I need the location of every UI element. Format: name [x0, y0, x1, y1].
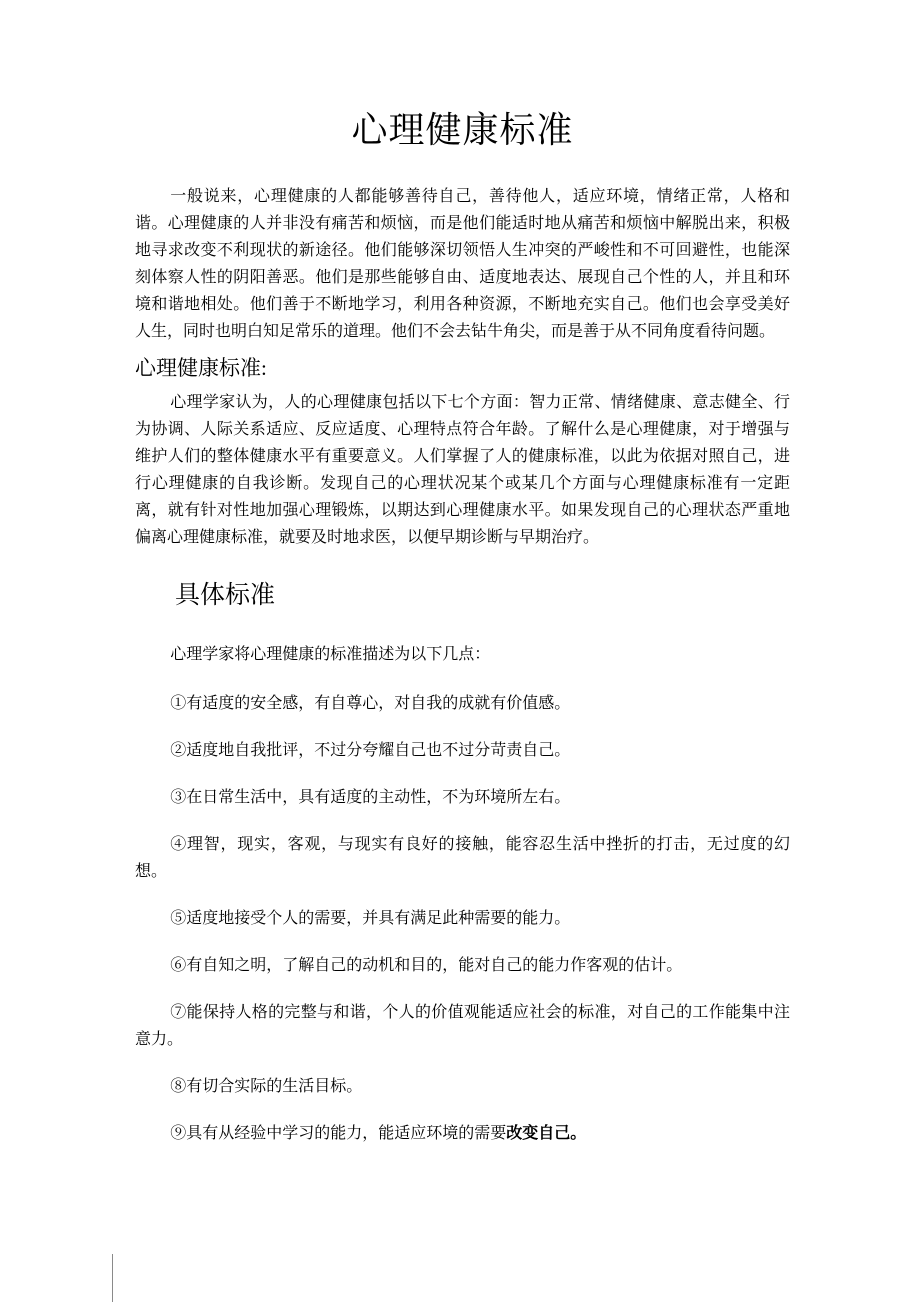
specific-lead-paragraph: 心理学家将心理健康的标准描述为以下几点：: [170, 646, 491, 664]
criterion-item-5: ⑤适度地接受个人的需要，并具有满足此种需要的能力。: [170, 910, 571, 928]
criterion-item-2: ②适度地自我批评，不过分夸耀自己也不过分苛责自己。: [170, 742, 571, 760]
criterion-item-3: ③在日常生活中，具有适度的主动性，不为环境所左右。: [170, 789, 571, 807]
document-title: 心理健康标准: [351, 110, 574, 150]
specific-standards-heading: 具体标准: [175, 582, 276, 610]
criterion-9-text: ⑨具有从经验中学习的能力，能适应环境的需要: [170, 1125, 507, 1143]
criterion-item-8: ⑧有切合实际的生活目标。: [170, 1078, 363, 1096]
criterion-item-7: ⑦能保持人格的完整与和谐，个人的价值观能适应社会的标准，对自己的工作能集中注意力。: [135, 1004, 790, 1049]
criterion-item-9: [135, 1120, 790, 1147]
standards-paragraph: 心理学家认为，人的心理健康包括以下七个方面：智力正常、情绪健康、意志健全、行为协调、人际关系适应、反应适度、心理特点符合年龄。了解什么是心理健康，对于增强与维护人们的整体健康水平有重要意义。人们掌握了人的健康标准，以此为依据对照自己，进行心理健康的自我诊断。发现自己的心理状况某个或某几个方面与心理健康标准有一定距离，就有针对性地加强心理锻炼，以期达到心理健康水平。如果发现自己的心理状态严重地偏离心理健康标准，就要及时地求医，以便早期诊断与早期治疗。: [135, 394, 790, 547]
page-margin-mark: [112, 1254, 113, 1302]
intro-paragraph: 一般说来，心理健康的人都能够善待自己，善待他人，适应环境，情绪正常，人格和谐。心理健康的人并非没有痛苦和烦恼，而是他们能适时地从痛苦和烦恼中解脱出来，积极地寻求改变不利现状的新途径。他们能够深切领悟人生冲突的严峻性和不可回避性，也能深刻体察人性的阴阳善恶。他们是那些能够自由、适度地表达、展现自己个性的人，并且和环境和谐地相处。他们善于不断地学习，利用各种资源，不断地充实自己。他们也会享受美好人生，同时也明白知足常乐的道理。他们不会去钻牛角尖，而是善于从不同角度看待问题。: [135, 188, 790, 341]
criterion-item-4: ④理智，现实，客观，与现实有良好的接触，能容忍生活中挫折的打击，无过度的幻想。: [135, 836, 790, 881]
standards-heading: 心理健康标准:: [135, 356, 267, 381]
criterion-9-bold-text: 改变自己。: [506, 1125, 587, 1143]
criterion-item-1: ①有适度的安全感，有自尊心，对自我的成就有价值感。: [170, 695, 571, 713]
criterion-item-6: ⑥有自知之明，了解自己的动机和目的，能对自己的能力作客观的估计。: [170, 957, 683, 975]
